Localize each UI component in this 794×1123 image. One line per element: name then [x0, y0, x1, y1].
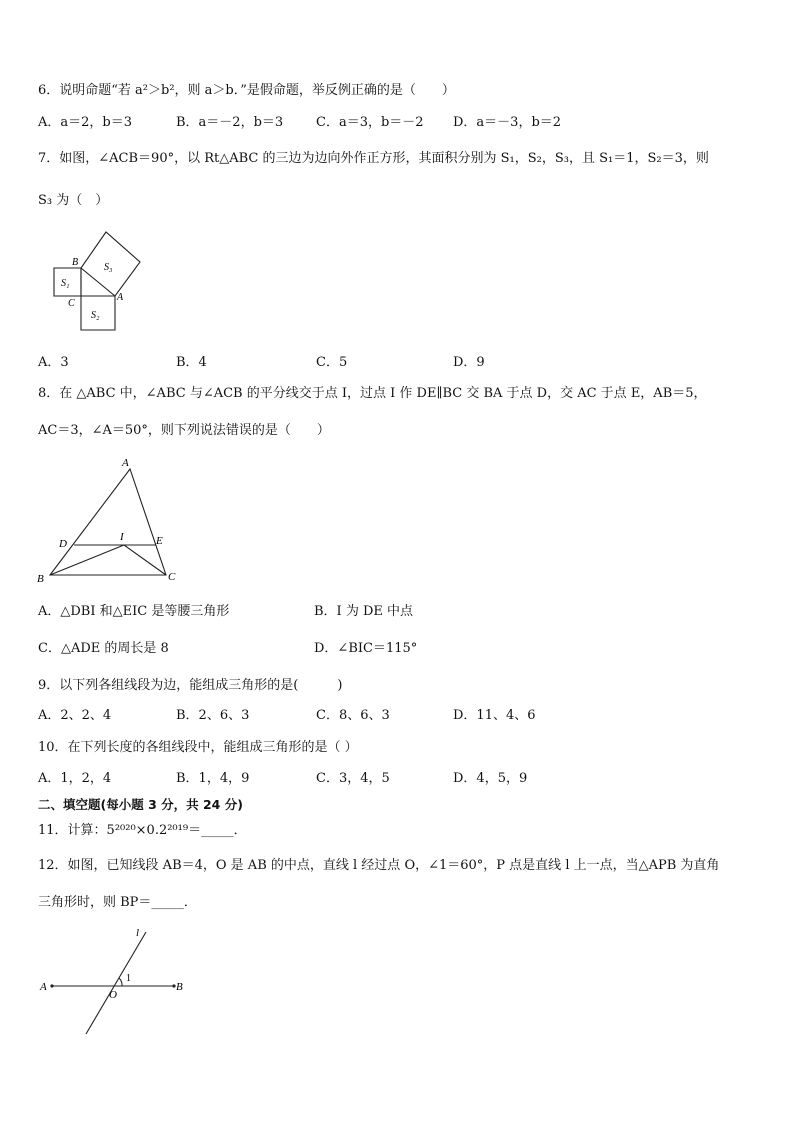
q8-label-b: B [37, 573, 44, 585]
q9-stem: 9．以下列各组线段为边，能组成三角形的是( ) [38, 678, 343, 693]
q8-stem-line1: 8．在 △ABC 中，∠ABC 与∠ACB 的平分线交于点 I，过点 I 作 DE∥BC 交 BA 于点 D，交 AC 于点 E，AB＝5， [38, 386, 707, 401]
q7-stem-line1: 7．如图，∠ACB＝90°，以 Rt△ABC 的三边为边向外作正方形，其面积分别为 S₁，S₂，S₃，且 S₁＝1，S₂＝3，则 [38, 151, 709, 166]
q11-stem: 11．计算：5²⁰²⁰×0.2²⁰¹⁹＝_____． [38, 823, 247, 838]
q9-option-a: A．2、2、4 [38, 708, 112, 723]
q7-label-c: C [68, 298, 75, 309]
q9-option-c: C．8、6、3 [316, 708, 390, 723]
q12-angle-arc [119, 978, 122, 986]
q10-option-c: C．3，4，5 [316, 771, 390, 786]
q7-figure [40, 228, 150, 340]
q7-label-a: A [117, 292, 124, 303]
q6-option-b: B．a＝－2，b＝3 [176, 115, 284, 130]
q9-option-b: B．2、6、3 [176, 708, 250, 723]
q8-label-a: A [122, 457, 129, 469]
q12-label-b: B [176, 981, 183, 993]
q10-option-d: D．4，5，9 [453, 771, 528, 786]
section-title-fill-in: 二、填空题(每小题 3 分，共 24 分) [38, 797, 243, 812]
q10-stem: 10．在下列长度的各组线段中，能组成三角形的是（ ） [38, 740, 358, 755]
q7-stem-line2: S₃ 为（ ） [38, 193, 109, 208]
q8-option-a: A．△DBI 和△EIC 是等腰三角形 [38, 604, 230, 619]
q7-option-d: D．9 [453, 355, 485, 370]
q7-label-b: B [72, 257, 79, 268]
q8-stem-line2: AC＝3，∠A＝50°，则下列说法错误的是（ ） [38, 423, 330, 438]
q10-option-b: B．1，4，9 [176, 771, 250, 786]
q10-option-a: A．1，2，4 [38, 771, 112, 786]
q7-label-s2: S₂ [91, 310, 100, 321]
q8-label-d: D [59, 538, 67, 550]
q8-option-b: B．I 为 DE 中点 [314, 604, 413, 619]
q8-option-c: C．△ADE 的周长是 8 [38, 641, 169, 656]
q8-triangle-abc [50, 469, 166, 575]
q8-label-c: C [168, 571, 176, 583]
q12-label-l: l [136, 927, 140, 939]
q7-option-b: B．4 [176, 355, 207, 370]
q12-line-l [86, 932, 146, 1034]
q12-stem-line2: 三角形时，则 BP＝_____． [38, 895, 197, 910]
q6-stem: 6．说明命题“若 a²＞b²，则 a＞b．”是假命题，举反例正确的是（ ） [38, 83, 455, 98]
q7-option-a: A．3 [38, 355, 69, 370]
q8-figure [34, 453, 184, 587]
q9-option-d: D．11、4、6 [453, 708, 536, 723]
q8-label-i: I [120, 531, 124, 543]
q8-segment-ci [124, 545, 166, 575]
q6-option-a: A．a＝2，b＝3 [38, 115, 133, 130]
q6-option-d: D．a＝－3，b＝2 [453, 115, 562, 130]
q8-label-e: E [156, 535, 163, 547]
q6-option-c: C．a＝3，b＝－2 [316, 115, 424, 130]
q12-point-a [50, 984, 53, 987]
q7-label-s3: S₃ [104, 262, 113, 273]
q7-label-s1: S₁ [61, 278, 70, 289]
q12-stem-line1: 12．如图，已知线段 AB＝4，O 是 AB 的中点，直线 l 经过点 O，∠1＝60°，P 点是直线 l 上一点，当△APB 为直角 [38, 858, 720, 873]
q12-label-angle-1: 1 [126, 973, 131, 984]
q12-figure [38, 924, 198, 1038]
q12-label-o: O [109, 989, 117, 1001]
q7-option-c: C．5 [316, 355, 348, 370]
q12-label-a: A [40, 981, 47, 993]
q8-option-d: D．∠BIC＝115° [314, 641, 418, 656]
